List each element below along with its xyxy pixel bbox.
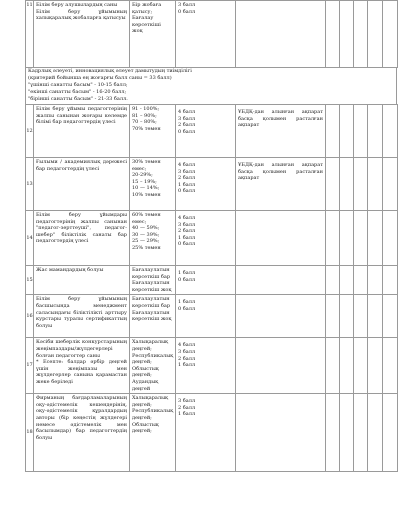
score-line: 2 балл [178,404,196,411]
score-line: 0 балл [178,8,196,15]
score-line: 4 балл [178,162,196,168]
section-line: "үшінші санатты басым" - 10-15 балл; [28,82,128,88]
score-line: 1 балл [178,234,196,241]
table-row [26,211,398,266]
indicator-line: Аудандық деңгей [132,378,159,392]
row-number: 16 [26,295,34,338]
score-line: 2 балл [178,122,196,129]
indicator-line: Бір жобаға қатысу; [132,2,162,15]
empty-cell [383,295,398,338]
empty-cell [340,158,354,211]
criterion-line: Білім беру ұйымының басшысында менеджмент саласындағы біліктілікті арттыру курстары туралы сертификаттың болуы [36,296,127,329]
indicator-line: 70 – 80%; [132,119,157,126]
indicator-cell [130,394,176,472]
section-line: "бірінші санатты басым" - 21-33 балл. [28,96,128,102]
empty-cell [340,295,354,338]
row-number: 18 [26,394,34,472]
table-row [26,1,398,68]
score-line: 1 балл [178,299,196,306]
indicator-cell [130,211,176,266]
indicator-line: Бағалаулатын көрсеткіш жоқ [132,280,172,293]
indicator-line: 25 — 29%; [132,238,160,245]
table-row [26,394,398,472]
indicator-line: Республикалық деңгей; [132,408,174,421]
score-line: 1 балл [178,181,196,188]
empty-cell [326,394,340,472]
score-cell [176,1,236,68]
empty-cell [383,394,398,472]
empty-cell [368,266,383,295]
empty-cell [354,295,368,338]
empty-cell [383,158,398,211]
indicator-line: 91 - 100%; [132,106,160,112]
score-line: 0 балл [178,305,196,312]
row-number: 11 [26,1,34,68]
empty-cell [340,105,354,158]
score-line: 0 балл [178,276,196,283]
indicator-line: Бағалаулатын көрсеткіш жоқ [132,309,172,323]
section-header [25,67,397,104]
criterion-line: Білім беру ұйымдары педагогтерінің жалпы санынан "педагог-зерттеуші", педагог-шебер" біліктілік санаты бар педагогтердің үлесі [36,212,127,245]
empty-cell [326,295,340,338]
note-cell [236,105,326,158]
indicator-cell [130,338,176,394]
criterion-cell [34,266,130,295]
score-cell [176,266,236,295]
score-cell [176,295,236,338]
indicator-cell [130,1,176,68]
empty-cell [354,1,368,68]
empty-cell [368,295,383,338]
table-row [26,295,398,338]
empty-cell [354,338,368,394]
indicator-line: 70% төмен [132,125,161,132]
empty-cell [368,211,383,266]
empty-cell [326,1,340,68]
criterion-line: * Есепте: балдар әрбір деңгей үшін жеңімпазы мен жүлдегерлер санына қарамастан жеке беріледі [36,359,127,385]
empty-cell [340,338,354,394]
section-line: "екінші санатты басым" - 16-20 балл; [28,89,127,95]
indicator-line: Республикалық деңгей; [132,352,174,366]
criterion-line: Кәсіби шеберлік конкурстарының жеңімпаздары/жүлдегерлері болған педагогтер саны [36,339,127,359]
empty-cell [354,394,368,472]
indicator-cell [130,158,176,211]
empty-cell [368,1,383,68]
indicator-line: 10% төмен [132,191,161,198]
score-line: 3 балл [178,398,196,405]
empty-cell [326,211,340,266]
empty-cell [340,266,354,295]
indicator-cell [130,266,176,295]
empty-cell [383,338,398,394]
criterion-cell [34,158,130,211]
note-cell [236,211,326,266]
score-line: 2 балл [178,355,196,362]
note-line: ҰБДҚ-дан алынған ақпарат басқа қолымен расталған ақпарат [238,109,323,129]
empty-cell [383,211,398,266]
note-cell [236,394,326,472]
indicator-line: Бағалаулатын көрсеткіш бар [132,267,171,280]
score-line: 3 балл [178,348,196,355]
empty-cell [354,158,368,211]
criterion-line: Білім беру ұйымы педагогтерінің жалпы санынан жоғары көлемде білімі бар педагогтердің үлесі [36,106,127,126]
score-line: 3 балл [178,221,196,228]
indicator-line: Халықаралық деңгей; [132,395,169,408]
score-line: 0 балл [178,128,196,135]
score-cell [176,338,236,394]
row-number: 14 [26,211,34,266]
empty-cell [326,266,340,295]
indicator-line: 81 – 90%; [132,112,157,119]
criterion-cell [34,394,130,472]
criterion-line: Жас мамандардың болуы [36,267,104,273]
indicator-line: 40 — 59%; [132,225,160,232]
empty-cell [340,394,354,472]
score-line: 1 балл [178,411,196,418]
empty-cell [340,211,354,266]
table-row [26,338,398,394]
indicator-line: 60% төмен емес; [132,212,161,225]
empty-cell [368,338,383,394]
score-cell [176,211,236,266]
criterion-cell [34,338,130,394]
indicator-line: Облыстық деңгей; [132,421,159,435]
score-line: 4 балл [178,342,196,349]
table-row [26,105,398,158]
empty-cell [326,158,340,211]
indicator-line: 15 – 19%; [132,178,157,185]
score-cell [176,105,236,158]
criteria-table [25,104,398,472]
empty-cell [368,394,383,472]
criterion-line: Фирманың бағдарламаларының оқу-әдістемелік кешендерінің, оқу-әдістемелік құралдардың авторы (бір кеңестің жүлдегері немесе әдістемелік мен басылымдар) бар педагогтердің болуы [36,395,127,441]
empty-cell [354,211,368,266]
empty-cell [383,266,398,295]
table-row [26,266,398,295]
empty-cell [340,1,354,68]
empty-cell [354,266,368,295]
indicator-line: 20-29%; [132,172,153,179]
indicator-line: Халықаралық деңгей; [132,339,169,352]
score-line: 0 балл [178,188,196,195]
indicator-cell [130,295,176,338]
score-line: 2 балл [178,228,196,235]
indicator-line: Облыстық деңгей; [132,365,159,379]
note-cell [236,338,326,394]
row-number: 13 [26,158,34,211]
indicator-line: 30 — 39%; [132,231,160,238]
empty-cell [383,1,398,68]
criterion-cell [34,105,130,158]
empty-cell [326,105,340,158]
score-line: 4 балл [178,215,196,221]
note-cell [236,295,326,338]
score-line: 0 балл [178,241,196,248]
score-line: 3 балл [178,168,196,175]
criterion-line: Ғылыми / академиялық дәрежесі бар педагогтердің үлесі [36,159,127,172]
indicator-line: Бағалаулатын көрсеткіш бар [132,296,171,309]
criterion-cell [34,295,130,338]
top-table [25,0,398,68]
section-line: (критерий бойынша ең жоғарғы балл саны = 33 балл) [28,75,172,81]
row-number: 12 [26,105,34,158]
score-cell [176,158,236,211]
indicator-line: 25% төмен [132,244,161,251]
score-line: 4 балл [178,109,196,115]
score-cell [176,394,236,472]
row-number: 17 [26,338,34,394]
score-line: 3 балл [178,115,196,122]
empty-cell [354,105,368,158]
score-line: 1 балл [178,270,196,276]
score-line: 1 балл [178,362,196,369]
row-number: 15 [26,266,34,295]
empty-cell [383,105,398,158]
criterion-cell [34,211,130,266]
indicator-cell [130,105,176,158]
note-cell [236,1,326,68]
score-line: 2 балл [178,175,196,182]
score-line: 3 балл [178,2,196,8]
indicator-line: 10 — 14%; [132,185,160,192]
note-line: ҰБДҚ-дан алынған ақпарат басқа қолымен расталған ақпарат [238,162,323,182]
table-row [26,158,398,211]
indicator-line: 30% төмен емес; [132,159,161,172]
empty-cell [368,158,383,211]
empty-cell [326,338,340,394]
criterion-cell [34,1,130,68]
note-cell [236,158,326,211]
note-cell [236,266,326,295]
section-title: Кадрлық әлеуеті, инновациялық әлеует дамытудың тиімділігі [28,68,192,74]
criterion-line: Білім беру ұйымының халықаралық жобаларға қатысуы [36,8,127,22]
indicator-line: Бағалау көрсеткіші жоқ [132,15,161,35]
empty-cell [368,105,383,158]
criterion-line: Білім беру алушылардың саны [36,2,118,8]
